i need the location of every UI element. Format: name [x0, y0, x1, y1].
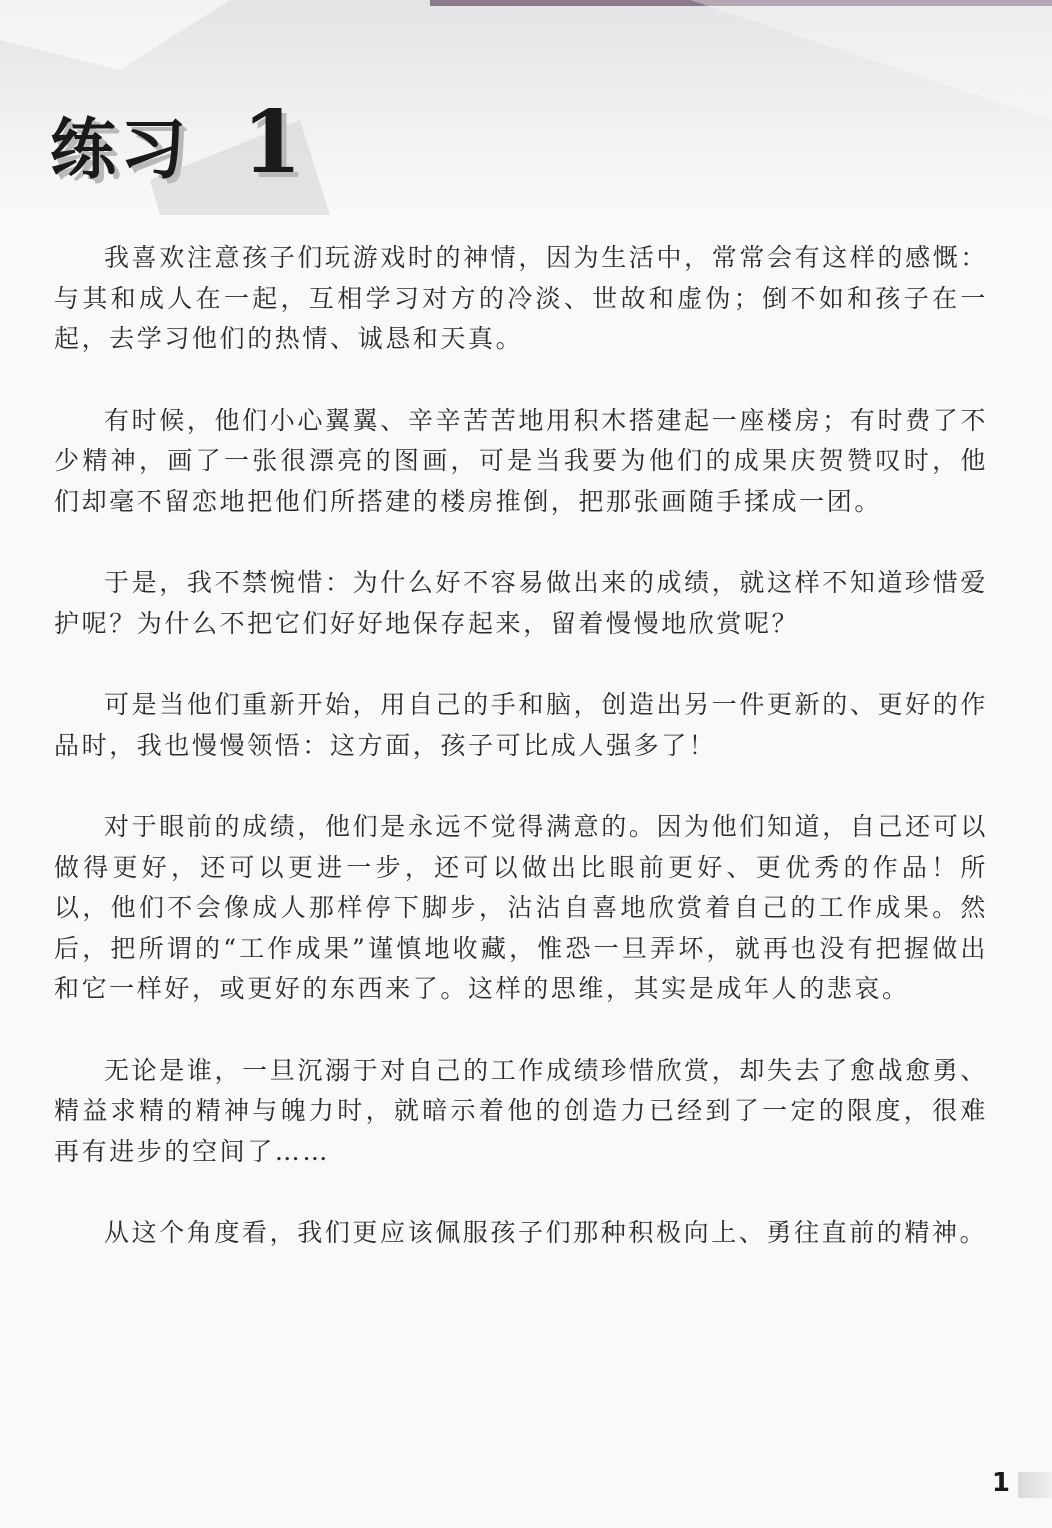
passage: [54, 238, 988, 1295]
paragraph-5: 对于眼前的成绩，他们是永远不觉得满意的。因为他们知道，自己还可以做得更好，还可以更进一步，还可以做出比眼前更好、更优秀的作品！所以，他们不会像成人那样停下脚步，沾沾自喜地欣赏着自己的工作成果。然后，把所谓的“工作成果”谨慎地收藏，惟恐一旦弄坏，就再也没有把握做出和它一样好，或更好的东西来了。这样的思维，其实是成年人的悲哀。: [54, 812, 988, 1003]
paragraph-2: 有时候，他们小心翼翼、辛辛苦苦地用积木搭建起一座楼房；有时费了不少精神，画了一张很漂亮的图画，可是当我要为他们的成果庆贺赞叹时，他们却毫不留恋地把他们所搭建的楼房推倒，把那张画随手揉成一团。: [54, 405, 988, 516]
paragraph-7: 从这个角度看，我们更应该佩服孩子们那种积极向上、勇往直前的精神。: [104, 1218, 988, 1247]
page-number-tab: [1018, 1472, 1052, 1498]
exercise-title: [50, 92, 302, 193]
page-number: 1: [991, 1468, 1010, 1498]
paragraph-6: 无论是谁，一旦沉溺于对自己的工作成绩珍惜欣赏，却失去了愈战愈勇、精益求精的精神与魄力时，就暗示着他的创造力已经到了一定的限度，很难再有进步的空间了……: [54, 1055, 988, 1166]
paragraph-4: 可是当他们重新开始，用自己的手和脑，创造出另一件更新的、更好的作品时，我也慢慢领悟：这方面，孩子可比成人强多了！: [54, 690, 988, 760]
paragraph-1: 我喜欢注意孩子们玩游戏时的神情，因为生活中，常常会有这样的感慨：与其和成人在一起，互相学习对方的冷淡、世故和虚伪；倒不如和孩子在一起，去学习他们的热情、诚恳和天真。: [54, 243, 988, 353]
title-number: 1: [242, 92, 302, 193]
title-word: 练习: [50, 111, 190, 188]
paragraph-3: 于是，我不禁惋惜：为什么好不容易做出来的成绩，就这样不知道珍惜爱护呢？为什么不把它们好好地保存起来，留着慢慢地欣赏呢？: [54, 568, 988, 638]
